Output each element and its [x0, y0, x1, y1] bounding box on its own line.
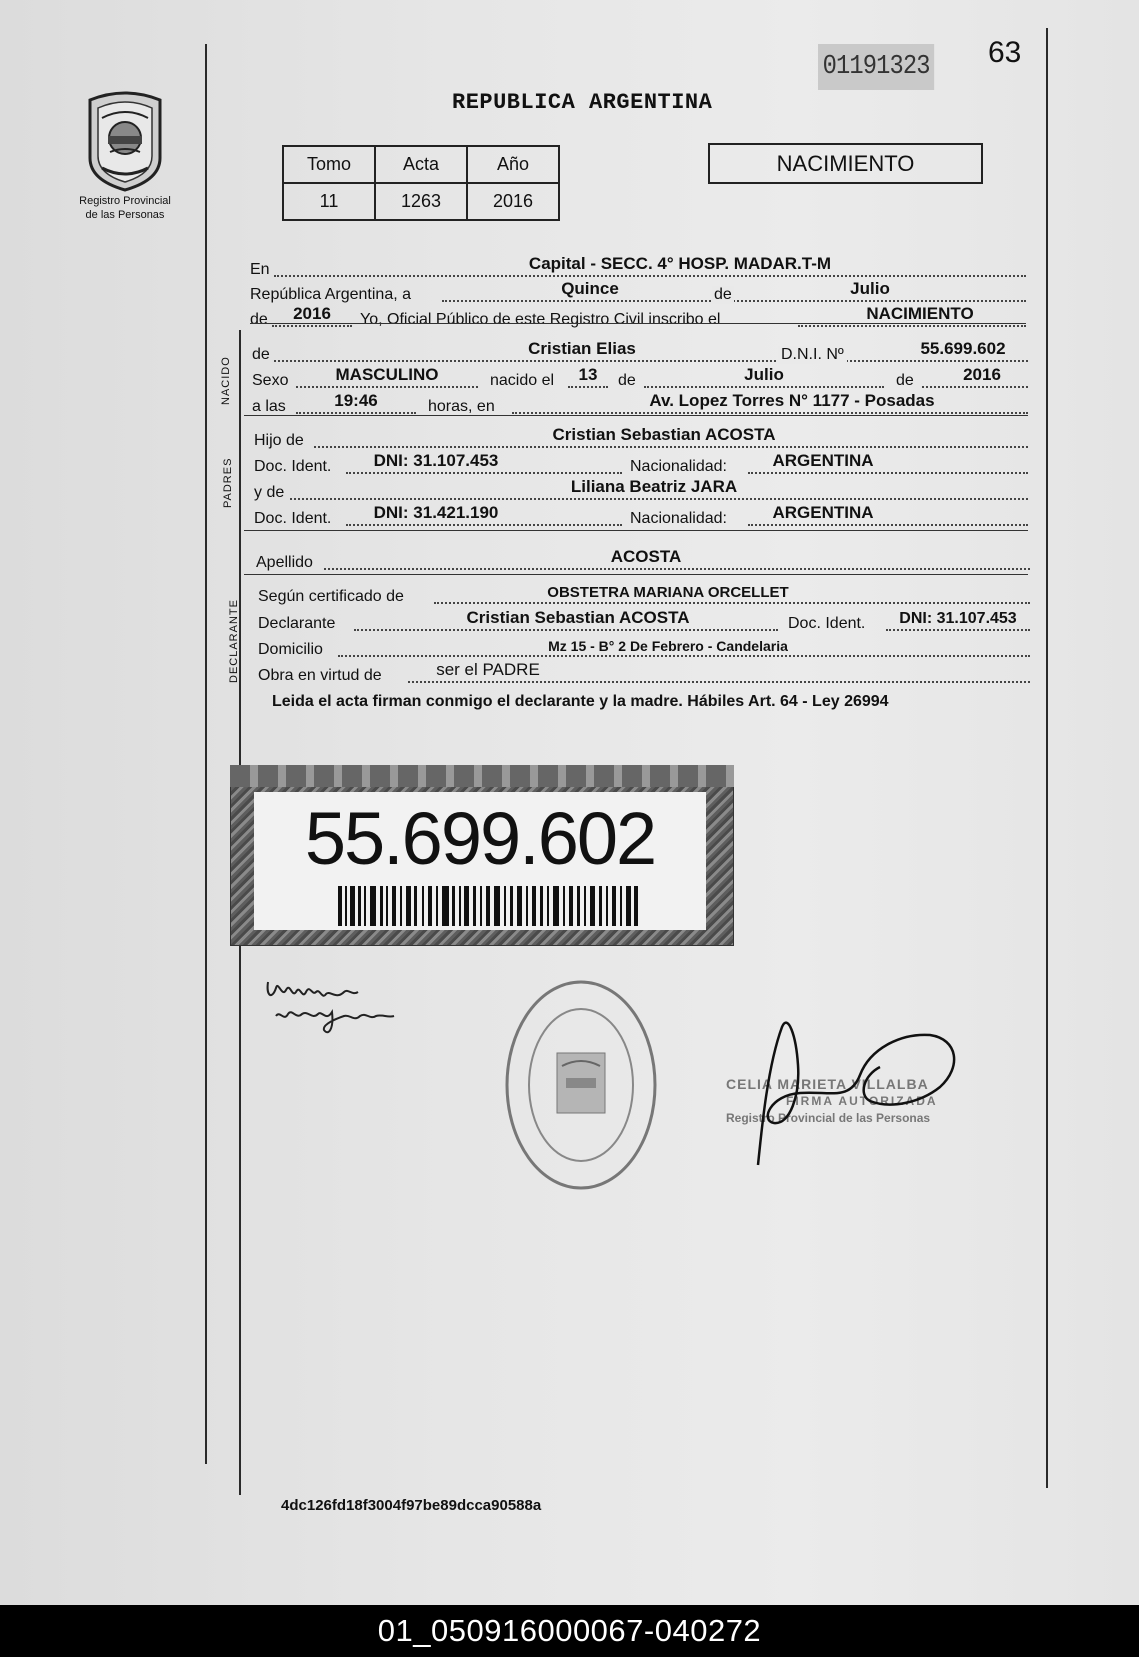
- declarante-doc: DNI: 31.107.453: [899, 610, 1017, 627]
- declarante-name: Cristian Sebastian ACOSTA: [466, 608, 690, 627]
- sexo-value: MASCULINO: [335, 365, 439, 384]
- legal-text: Leida el acta firman conmigo el declarante y la madre. Hábiles Art. 64 - Ley 26994: [272, 693, 889, 710]
- mother-nationality-label: Nacionalidad:: [630, 510, 727, 527]
- inscription-type: NACIMIENTO: [866, 304, 974, 323]
- oficial-text: Yo, Oficial Público de este Registro Civil inscribo el: [360, 311, 721, 328]
- barcode-icon: [338, 886, 638, 926]
- certificado-value: OBSTETRA MARIANA ORCELLET: [547, 584, 789, 601]
- mother-nationality: ARGENTINA: [772, 503, 874, 522]
- birth-place: Av. Lopez Torres N° 1177 - Posadas: [649, 391, 935, 410]
- domicilio-value: Mz 15 - B° 2 De Febrero - Candelaria: [548, 638, 788, 654]
- left-margin-line: [205, 44, 207, 1464]
- year-prefix: de: [250, 311, 268, 328]
- footer-code: 01_050916000067-040272: [0, 1605, 1139, 1657]
- divider-2: [244, 415, 1028, 416]
- acta-value: 1263: [375, 183, 467, 220]
- mother-signature: [262, 970, 422, 1040]
- round-seal-icon: [502, 978, 660, 1192]
- declarante-section-label: DECLARANTE: [228, 599, 240, 683]
- sexo-label: Sexo: [252, 372, 289, 389]
- row-mother: [254, 478, 1028, 504]
- right-margin-line: [1046, 28, 1048, 1488]
- serial-number: 01191323: [818, 44, 934, 90]
- row-mother-doc: [254, 504, 1028, 530]
- record-type-box: NACIMIENTO: [708, 143, 983, 184]
- horas-label: horas, en: [428, 398, 495, 415]
- official-round-seal: [502, 978, 660, 1192]
- row-father: [254, 426, 1028, 452]
- a-las-label: a las: [252, 398, 286, 415]
- birth-day: 13: [578, 365, 598, 384]
- mother-doc-label: Doc. Ident.: [254, 510, 332, 527]
- divider-1: [250, 323, 1026, 324]
- place-value: Capital - SECC. 4° HOSP. MADAR.T-M: [528, 254, 832, 273]
- nacido-el-label: nacido el: [490, 372, 555, 389]
- declarante-label: Declarante: [258, 615, 336, 632]
- official-signature: [740, 1005, 970, 1175]
- child-dni: 55.699.602: [920, 339, 1006, 358]
- sticker-top-pattern: [230, 765, 734, 787]
- row-child-name: [252, 340, 1028, 366]
- day-value: Quince: [561, 279, 619, 298]
- registry-logo-caption: [60, 194, 190, 222]
- ano-header: Año: [467, 146, 559, 183]
- birth-month: Julio: [744, 365, 784, 384]
- official-name: CELIA MARIETA VILLALBA: [726, 1076, 929, 1092]
- row-year: [250, 305, 1026, 331]
- father-nationality-label: Nacionalidad:: [630, 458, 727, 475]
- mother-doc: DNI: 31.421.190: [373, 503, 499, 522]
- row-domicilio: [258, 635, 1030, 661]
- apellido-label: Apellido: [256, 554, 313, 571]
- mother-name: Liliana Beatriz JARA: [570, 477, 738, 496]
- divider-4: [244, 574, 1028, 575]
- row-sex-birth: [252, 366, 1028, 392]
- child-name: Cristian Elias: [528, 339, 636, 358]
- birth-de-label-2: de: [896, 372, 914, 389]
- row-certificado: [258, 582, 1030, 608]
- province-seal-logo: [80, 88, 170, 192]
- registry-table: [282, 145, 560, 221]
- month-value: Julio: [850, 279, 890, 298]
- birth-de-label: de: [618, 372, 636, 389]
- tomo-header: Tomo: [283, 146, 375, 183]
- tomo-value: 11: [283, 183, 375, 220]
- obra-label: Obra en virtud de: [258, 667, 382, 684]
- row-place: [250, 255, 1026, 281]
- declarante-doc-label: Doc. Ident.: [788, 615, 866, 632]
- official-org: Registro Provincial de las Personas: [726, 1111, 931, 1125]
- en-label: En: [250, 261, 270, 278]
- nacido-section-label: NACIDO: [220, 356, 232, 405]
- apellido-value: ACOSTA: [610, 547, 682, 566]
- dni-sticker: [230, 765, 734, 946]
- dni-label: D.N.I. Nº: [778, 346, 847, 364]
- de-label: de: [714, 286, 732, 303]
- row-father-doc: [254, 452, 1028, 478]
- certificado-label: Según certificado de: [258, 588, 404, 605]
- ano-value: 2016: [467, 183, 559, 220]
- sticker-dni-number: 55.699.602: [304, 797, 656, 880]
- obra-value: ser el PADRE: [436, 660, 540, 679]
- document-hash: 4dc126fd18f3004f97be89dcca90588a: [281, 1497, 542, 1514]
- father-nationality: ARGENTINA: [772, 451, 874, 470]
- father-doc: DNI: 31.107.453: [373, 451, 499, 470]
- padres-section-label: PADRES: [222, 457, 234, 508]
- birth-year: 2016: [963, 365, 1001, 384]
- logo-caption-line1: Registro Provincial: [79, 195, 171, 207]
- logo-caption-line2: de las Personas: [85, 209, 165, 221]
- birth-time: 19:46: [334, 391, 378, 410]
- hijo-de-label: Hijo de: [254, 432, 304, 449]
- official-role: FIRMA AUTORIZADA: [786, 1094, 938, 1108]
- child-de-label: de: [252, 346, 270, 363]
- row-date: [250, 280, 1026, 306]
- domicilio-label: Domicilio: [258, 641, 323, 658]
- page-title: REPUBLICA ARGENTINA: [452, 90, 713, 115]
- row-obra: [258, 661, 1030, 687]
- year-value: 2016: [293, 304, 331, 323]
- page-number: 63: [988, 36, 1022, 69]
- sticker-white-area: [254, 792, 706, 930]
- divider-3: [244, 530, 1028, 531]
- republica-label: República Argentina, a: [250, 286, 411, 303]
- father-doc-label: Doc. Ident.: [254, 458, 332, 475]
- row-declarante: [258, 609, 1030, 635]
- father-name: Cristian Sebastian ACOSTA: [552, 425, 776, 444]
- acta-header: Acta: [375, 146, 467, 183]
- row-surname: [256, 548, 1030, 574]
- y-de-label: y de: [254, 484, 285, 501]
